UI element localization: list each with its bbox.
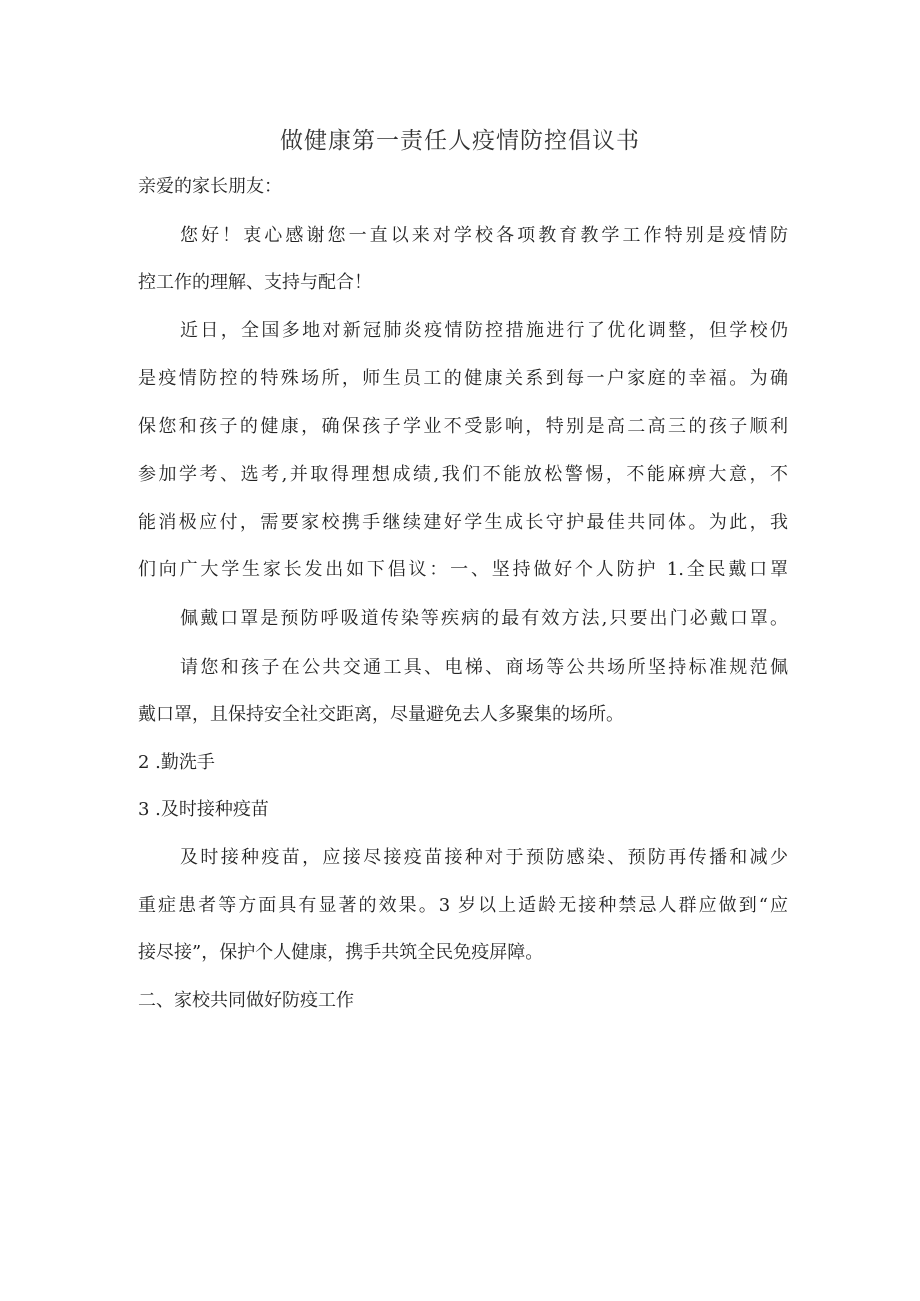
paragraph-line: 能消极应付，需要家校携手继续建好学生成长守护最佳共同体。为此，我 — [138, 512, 788, 533]
document-title: 做健康第一责任人疫情防控倡议书 — [280, 128, 640, 154]
section-heading: 二、家校共同做好防疫工作 — [138, 990, 354, 1011]
paragraph-line: 是疫情防控的特殊场所，师生员工的健康关系到每一户家庭的幸福。为确 — [138, 368, 788, 389]
paragraph-line: 接尽接”，保护个人健康，携手共筑全民免疫屏障。 — [138, 942, 544, 963]
paragraph-line: 您好！衷心感谢您一直以来对学校各项教育教学工作特别是疫情防 — [180, 225, 788, 246]
paragraph-line: 及时接种疫苗，应接尽接疫苗接种对于预防感染、预防再传播和减少 — [180, 847, 788, 868]
paragraph-line: 控工作的理解、支持与配合！ — [138, 272, 372, 293]
list-item: 2 .勤洗手 — [138, 752, 215, 773]
paragraph-line: 戴口罩，且保持安全社交距离，尽量避免去人多聚集的场所。 — [138, 704, 624, 725]
paragraph-line: 们向广大学生家长发出如下倡议：一、坚持做好个人防护 1.全民戴口罩 — [138, 559, 788, 580]
paragraph-line: 重症患者等方面具有显著的效果。3 岁以上适龄无接种禁忌人群应做到“应 — [138, 895, 788, 916]
salutation: 亲爱的家长朋友： — [138, 176, 282, 197]
paragraph-line: 佩戴口罩是预防呼吸道传染等疾病的最有效方法,只要出门必戴口罩。 — [180, 608, 788, 629]
paragraph-line: 近日，全国多地对新冠肺炎疫情防控措施进行了优化调整，但学校仍 — [180, 320, 788, 341]
paragraph-line: 保您和孩子的健康，确保孩子学业不受影响，特别是高二高三的孩子顺利 — [138, 416, 788, 437]
paragraph-line: 请您和孩子在公共交通工具、电梯、商场等公共场所坚持标准规范佩 — [180, 657, 788, 678]
list-item: 3 .及时接种疫苗 — [138, 799, 269, 820]
paragraph-line: 参加学考、选考,并取得理想成绩,我们不能放松警惕，不能麻痹大意，不 — [138, 464, 788, 485]
